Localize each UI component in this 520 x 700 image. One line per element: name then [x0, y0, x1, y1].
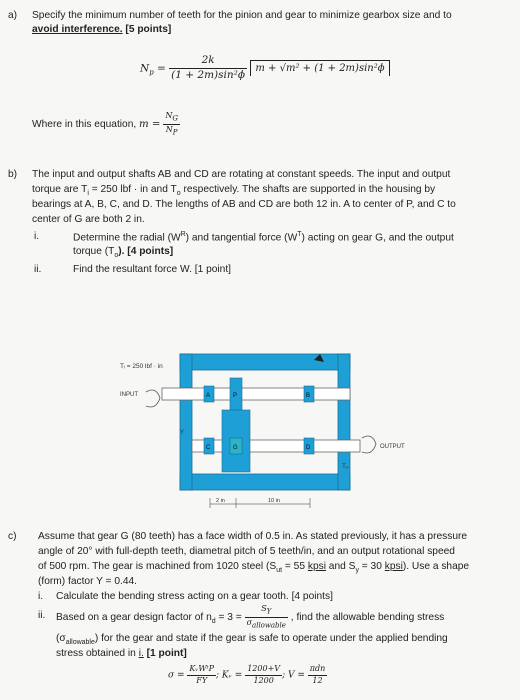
part-c-item-ii-line3: stress obtained in i. [1 point]	[56, 648, 187, 659]
eq-np-lhs: N	[140, 62, 150, 75]
part-c-item-ii-num: ii.	[38, 610, 46, 621]
shaft-cd	[192, 440, 360, 452]
part-a-underlined: avoid interference.	[32, 24, 123, 35]
sy-over-sigma: $\frac{SY}{\text{σallowable}}$	[246, 604, 286, 630]
eq-np-frac-den: (1 + 2m)sin²ϕ	[171, 68, 246, 81]
part-c-item-i-num: i.	[38, 591, 44, 602]
eq-np-bracket: m + √m² + (1 + 2m)sin²ϕ	[250, 60, 389, 76]
shaft-ab	[162, 388, 350, 400]
part-c-letter: c)	[8, 531, 17, 542]
where-den: NP	[165, 124, 178, 137]
eq-np-lhs-sub: p	[149, 68, 154, 77]
label-y: Y	[180, 430, 185, 436]
part-b-line1: The input and output shafts AB and CD are rotating at constant speeds. The input and output	[32, 169, 451, 180]
part-a-points: [5 points]	[122, 24, 172, 35]
part-c-item-ii-line1: Based on a gear design factor of $n_d = 3$ = $\frac{SY}{\text{σallowable}}$ , find the allowable bending stress	[56, 604, 445, 630]
label-g: G	[233, 445, 238, 451]
diagram-input-label: INPUT	[120, 392, 138, 398]
where-num: NG	[163, 111, 180, 125]
part-b-line3: bearings at A, B, C, and D. The lengths of AB and CD are both 12 in. A to center of P, and C to	[32, 199, 456, 210]
part-b-line4: center of G are both 2 in.	[32, 214, 145, 225]
part-b-letter: b)	[8, 169, 18, 180]
diagram-output-label: OUTPUT	[380, 444, 405, 450]
part-a-line2	[32, 23, 171, 36]
part-b-item-i-line2: torque $(T_o)$. [4 points]	[73, 246, 174, 260]
dim-2in: 2 in	[216, 498, 225, 504]
part-c-item-ii-line2: $(\sigma_{allowable})$ for the gear and state if the gear is safe to operate under the applied bending	[56, 633, 448, 647]
housing-left	[180, 354, 192, 490]
part-b-line2: torque are $T_i = 250$ lbf · in and $T_o$ respectively. The shafts are supported in the housing by	[32, 184, 436, 198]
eq-np-equals: =	[157, 62, 166, 75]
stress-formula: σ = $\frac{\text{KᵥWᵗP}}{FY}$ ; Kᵥ = $\frac{1200+V}{1200}$ ; V = $\frac{\text{πdn}}{12}$	[168, 664, 326, 685]
diagram-to-label: Tₒ	[342, 463, 349, 470]
part-c-item-i-text: Calculate the bending stress acting on a gear tooth. [4 points]	[56, 591, 333, 602]
where-line	[32, 111, 180, 138]
housing-top	[180, 354, 350, 370]
eq-np	[140, 54, 390, 83]
where-m: m =	[139, 119, 161, 131]
part-c-line3: of 500 rpm. The gear is machined from 1020 steel ($S_{ut} = 55$ kpsi and $S_y = 30$ kpsi). Use a shape	[38, 561, 470, 575]
part-a-letter: a)	[8, 10, 18, 21]
part-a-line1: Specify the minimum number of teeth for the pinion and gear to minimize gearbox size and to	[32, 10, 452, 21]
where-fraction	[163, 111, 180, 138]
part-c-line2: angle of 20° with full-depth teeth, diametral pitch of 5 teeth/in, and an output rotational speed	[38, 546, 455, 557]
gearbox-diagram	[100, 352, 440, 517]
part-c-line4: (form) factor Y = 0.44.	[38, 576, 137, 587]
dim-10in: 10 in	[268, 498, 280, 504]
housing-bottom	[180, 474, 350, 490]
part-b-item-ii-num: ii.	[34, 264, 42, 275]
part-b-item-i-line1: Determine the radial $(W^R)$ and tangential force $(W^T)$ acting on gear G, and the output	[73, 231, 454, 244]
label-p: P	[233, 393, 238, 399]
diagram-torque-label: Tᵢ = 250 lbf · in	[120, 363, 163, 370]
label-d: D	[306, 445, 311, 451]
part-b-item-ii-text: Find the resultant force W. [1 point]	[73, 264, 231, 275]
label-b: B	[306, 393, 311, 399]
output-rotation-arrow	[362, 436, 376, 453]
input-rotation-arrow	[146, 390, 160, 407]
label-c: C	[206, 445, 211, 451]
label-a: A	[206, 393, 211, 399]
where-text: Where in this equation,	[32, 119, 140, 131]
eq-np-fraction	[169, 54, 247, 83]
part-c-line1: Assume that gear G (80 teeth) has a face width of 0.5 in. As stated previously, it has a pressure	[38, 531, 468, 542]
eq-np-frac-num: 2k	[169, 54, 247, 69]
part-b-item-i-num: i.	[34, 231, 40, 242]
